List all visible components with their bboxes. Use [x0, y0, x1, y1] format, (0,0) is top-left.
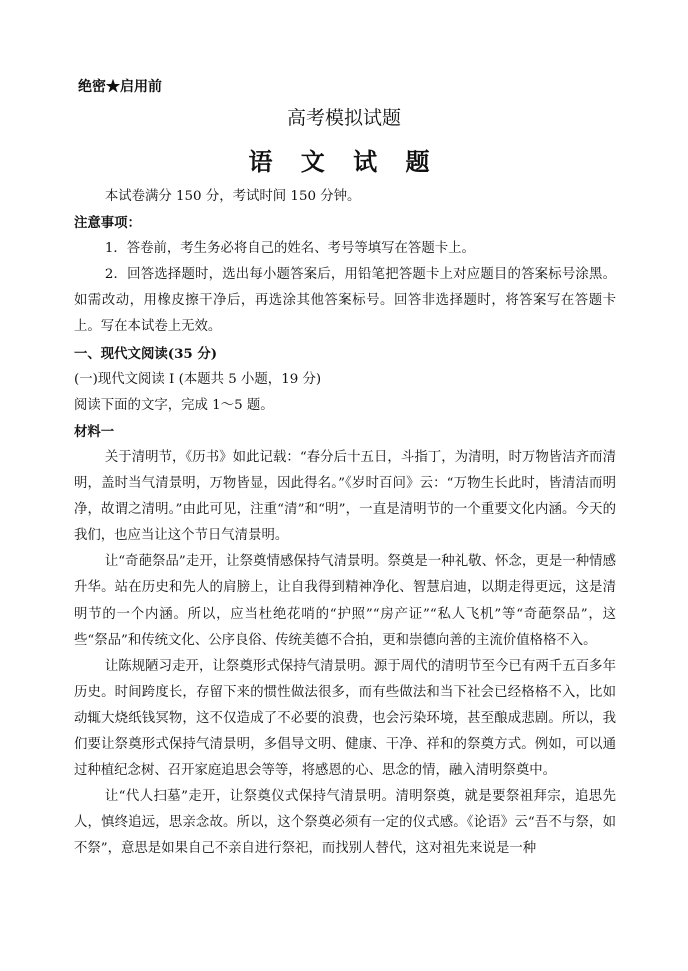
paragraph-1: 关于清明节，《历书》如此记载：“春分后十五日，斗指丁，为清明，时万物皆洁齐而清明，盖时当气清景明，万物皆显，因此得名。”《岁时百问》云：“万物生长此时，皆清洁而明净，故谓之清明。”由此可见，注重“清”和“明”，一直是清明节的一个重要文化内涵。今天的我们，也应当让这个节日气清景明。: [74, 449, 616, 544]
exam-title: 语 文 试 题: [248, 147, 440, 176]
paragraph-3: 让陈规陋习走开，让祭奠形式保持气清景明。源于周代的清明节至今已有两千五百多年历史。时间跨度长，存留下来的惯性做法很多，而有些做法和当下社会已经格格不入，比如动辄大烧纸钱冥物，这不仅造成了不必要的浪费，也会污染环境，甚至酿成悲剧。所以，我们要让祭奠形式保持气清景明，多倡导文明、健康、干净、祥和的祭奠方式。例如，可以通过种植纪念树、召开家庭追思会等等，将感恩的心、思念的情，融入清明祭奠中。: [74, 658, 616, 779]
exam-subtitle: 高考模拟试题: [286, 107, 401, 129]
intro-line: 本试卷满分 150 分，考试时间 150 分钟。: [104, 189, 361, 204]
subsection-heading: (一)现代文阅读 I (本题共 5 小题，19 分): [74, 371, 322, 387]
section-heading: 一、现代文阅读(35 分): [74, 345, 218, 362]
paragraph-2: 让“奇葩祭品”走开，让祭奠情感保持气清景明。祭奠是一种礼敬、怀念，更是一种情感升华。站在历史和先人的肩膀上，让自我得到精神净化、智慧启迪，以期走得更远，这是清明节的一个内涵。所以，应当杜绝花哨的“护照”“房产证”“私人飞机”等“奇葩祭品”，这些“祭品”和传统文化、公序良俗、传统美德不合拍，更和崇德向善的主流价值格格不入。: [74, 554, 616, 648]
reading-instruction: 阅读下面的文字，完成 1～5 题。: [74, 397, 274, 413]
confidential-label: 绝密★启用前: [78, 79, 162, 95]
exam-body: [74, 184, 616, 862]
notice-item-1: 1．答卷前，考生务必将自己的姓名、考号等填写在答题卡上。: [104, 241, 475, 257]
notice-item-2: 2．回答选择题时，选出每小题答案后，用铅笔把答题卡上对应题目的答案标号涂黑。如需改动，用橡皮擦干净后，再选涂其他答案标号。回答非选择题时，将答案写在答题卡上。写在本试卷上无效。: [74, 267, 616, 335]
material-label: 材料一: [74, 423, 115, 440]
paragraph-4: 让“代人扫墓”走开，让祭奠仪式保持气清景明。清明祭奠，就是要祭祖拜宗，追思先人，慎终追远，思亲念故。所以，这个祭奠必须有一定的仪式感。《论语》云“吾不与祭，如不祭”，意思是如果自己不亲自进行祭祀，而找别人替代，这对祖先来说是一种: [74, 789, 616, 857]
notice-heading: 注意事项：: [74, 215, 141, 232]
